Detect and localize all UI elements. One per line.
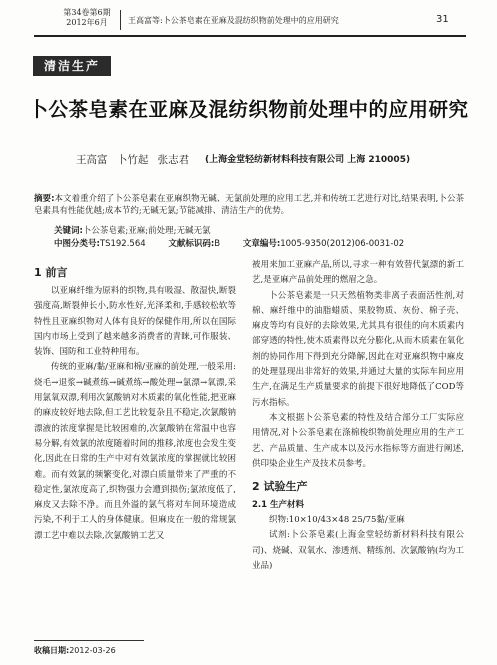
running-title: 王高富等:卜公茶皂素在亚麻及混纺织物前处理中的应用研究 <box>128 16 339 25</box>
right-column <box>252 258 464 574</box>
abstract-text: 本文着重介绍了卜公茶皂素在亚麻织物无碱、无氯前处理的应用工艺,并和传统工艺进行对比,结果表明,卜公茶皂素具有性能优越;成本节约;无碱无氯;节能减排、清洁生产的优势。 <box>34 194 464 216</box>
authors: 王高富 卜竹起 张志君 <box>76 154 190 166</box>
section-heading: 1 前言 <box>34 266 68 279</box>
issue-volume: 第34卷第6期 <box>63 8 111 17</box>
clc-label: 中图分类号: <box>54 239 100 249</box>
paragraph: 以亚麻纤维为原料的织物,具有吸湿、散湿快,断裂强度高,断裂伸长小,防水性好,光泽柔和,手感较松软等特性且亚麻织物对人体有良好的保健作用,所以在国际国内市场上受到了越来越多消费者的青睐,可作服装、装饰、国防和工业特种用布。 <box>34 286 236 358</box>
footnote <box>34 645 116 656</box>
paragraph: 传统的亚麻/黏/亚麻和棉/亚麻的前处理,一般采用:烧毛→退浆→碱煮练→碱煮练→酸处理→氯漂→氧漂,采用氯氧双漂,利用次氯酸钠对木质素的氧化性能,把亚麻的麻皮较好地去除,但工艺比较复杂且不稳定,次氯酸钠漂液的浓度掌握是比较困难的,次氯酸钠在常温中也容易分解,有效氯的浓度随着时间的推移,浓度也会发生变化,因此在日常的生产中对有效氯浓度的掌握就比较困难。而有效氯的频繁变化,对漂白质量带来了严重的不稳定性,氯浓度高了,织物强力会遭到损伤;氯浓度低了,麻皮又去除不净。而且外溢的氯气将对车间环境造成污染,不利于工人的身体健康。但麻皮在一般的常规氯漂工艺中难以去除,次氯酸钠工艺又 <box>34 362 236 541</box>
header-divider <box>120 10 121 30</box>
header-rule <box>34 35 466 37</box>
paragraph: 卜公茶皂素是一只天然植物类非离子表面活性剂,对棉、麻纤维中的油脂蜡质、果胶物质、灰份、棉子壳、麻皮等均有良好的去除效果,尤其具有很佳的向木质素内部穿透的特性,使木质素得以充分膨化,从而木质素在氧化剂的协同作用下得到充分降解,因此在对亚麻织物中麻皮的处理显现出非常好的效果,并通过大量的实际车间应用生产,在满足生产质量要求的前提下很好地降低了COD等污水指标。 <box>252 290 464 408</box>
doc-code-value: B <box>214 239 221 249</box>
clc-value: TS192.564 <box>99 239 146 249</box>
classification-line <box>54 238 404 250</box>
abstract <box>34 193 464 217</box>
paragraph: 被用来加工亚麻产品,所以,寻求一种有效替代氯漂的新工艺,是亚麻产品前处理的燃眉之急。 <box>252 260 464 286</box>
received-date: 2012-03-26 <box>69 646 116 655</box>
issue-date: 2012年6月 <box>66 18 108 27</box>
keywords <box>54 225 211 237</box>
footnote-rule <box>34 640 144 641</box>
paragraph: 试剂:卜公茶皂素(上海金堂轻纺新材料科技有限公司)、烧碱、双氧水、渗透剂、精练剂、次氯酸钠(均为工业品) <box>252 530 464 572</box>
column-tag: 清洁生产 <box>33 56 111 76</box>
paragraph: 本文根据卜公茶皂素的特性及结合部分工厂实际应用情况,对卜公茶皂素在涤棉梭织物前处理应用的生产工艺、产品质量、生产成本以及污水指标等方面进行阐述,供印染企业生产及技术员参考。 <box>252 412 464 469</box>
keywords-label: 关键词: <box>54 226 83 236</box>
article-id-label: 文章编号: <box>242 239 281 249</box>
abstract-label: 摘要: <box>34 194 55 204</box>
issue-info <box>56 8 118 28</box>
subsection-heading: 2.1 生产材料 <box>252 500 305 511</box>
page-header <box>0 0 497 36</box>
keywords-text: 卜公茶皂素;亚麻;前处理;无碱无氯 <box>82 226 211 236</box>
page-number: 31 <box>436 14 449 25</box>
section-heading: 2 试验生产 <box>252 480 308 494</box>
article-title: 卜公茶皂素在亚麻及混纺织物前处理中的应用研究 <box>28 98 469 121</box>
affiliation: (上海金堂轻纺新材料科技有限公司 上海 210005) <box>205 155 411 165</box>
received-date-label: 收稿日期: <box>34 646 70 655</box>
article-id-value: 1005-9350(2012)06-0031-02 <box>280 239 405 249</box>
doc-code-label: 文献标识码: <box>168 239 215 249</box>
paragraph: 织物:10×10/43×48 25/75黏/亚麻 <box>269 515 405 526</box>
left-column <box>34 258 236 544</box>
